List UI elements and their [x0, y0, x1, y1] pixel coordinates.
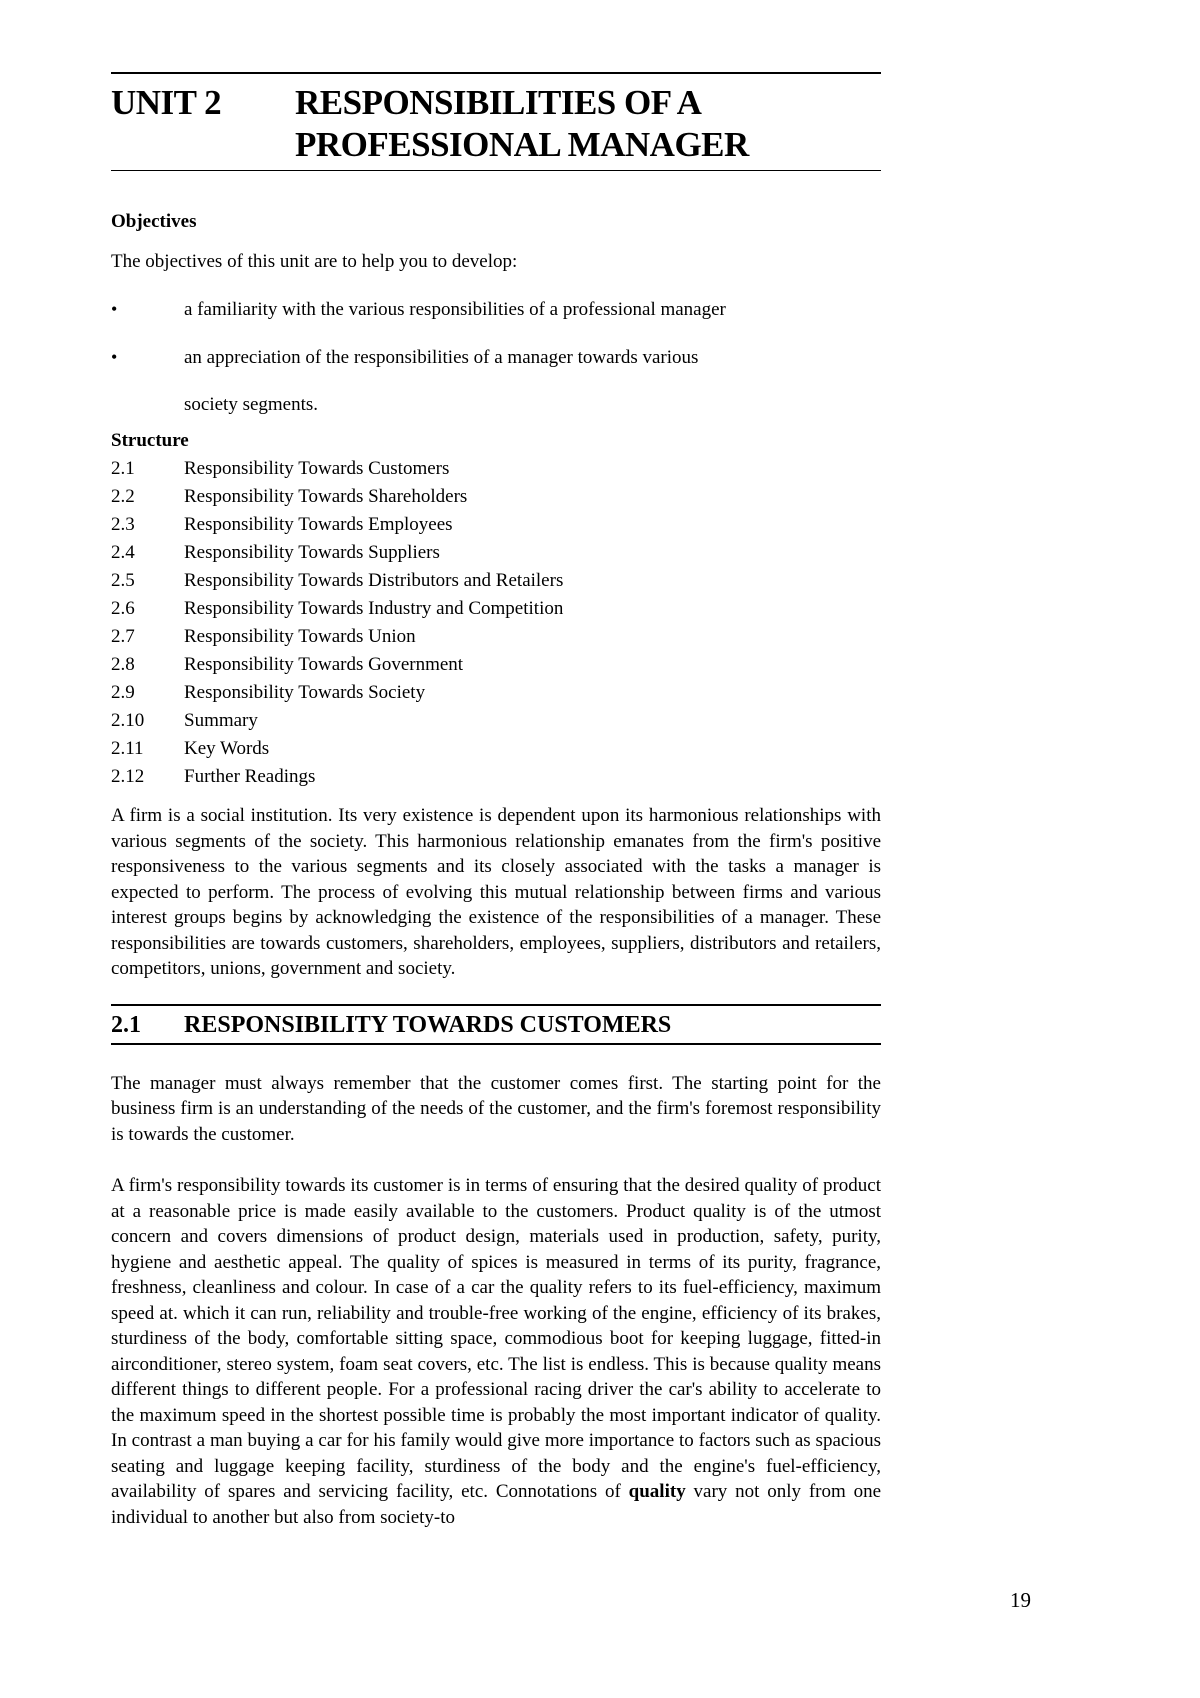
structure-item — [111, 735, 881, 763]
section-title: RESPONSIBILITY TOWARDS CUSTOMERS — [184, 1011, 672, 1038]
structure-item-label: Responsibility Towards Shareholders — [184, 486, 468, 507]
structure-item-number: 2.3 — [111, 514, 135, 535]
unit-header — [111, 74, 881, 170]
structure-list — [111, 455, 881, 791]
unit-title-line1: RESPONSIBILITIES OF A — [295, 83, 702, 122]
structure-item-number: 2.1 — [111, 458, 135, 479]
objectives-intro: The objectives of this unit are to help you to develop: — [111, 251, 518, 272]
structure-item-label: Responsibility Towards Employees — [184, 514, 453, 535]
unit-number: UNIT 2 — [111, 83, 222, 122]
structure-item — [111, 595, 881, 623]
structure-item — [111, 483, 881, 511]
structure-item-label: Responsibility Towards Government — [184, 654, 464, 675]
customer-paragraph-1: The manager must always remember that the customer comes first. The starting point for the business firm is an understanding of the needs of the customer, and the firm's foremost responsibility is towards the customer. — [111, 1072, 881, 1145]
objective-text: an appreciation of the responsibilities of a manager towards various — [184, 347, 699, 368]
structure-item-label: Key Words — [184, 738, 270, 759]
structure-item-number: 2.6 — [111, 598, 135, 619]
structure-item — [111, 763, 881, 791]
structure-item-label: Summary — [184, 710, 258, 731]
structure-item-label: Further Readings — [184, 766, 316, 787]
structure-item — [111, 455, 881, 483]
section-heading — [111, 1006, 881, 1043]
structure-item — [111, 679, 881, 707]
structure-item-number: 2.5 — [111, 570, 135, 591]
objective-text: a familiarity with the various responsibilities of a professional manager — [184, 299, 726, 320]
objective-item — [111, 299, 881, 321]
page-number: 19 — [1010, 1588, 1031, 1612]
structure-item — [111, 511, 881, 539]
section-number: 2.1 — [111, 1011, 141, 1038]
structure-item — [111, 707, 881, 735]
customer-paragraph-2-tail: vary not only from one individual to another but also from society-to — [111, 1481, 882, 1528]
section-bottom-rule — [111, 1043, 881, 1045]
bullet-icon: • — [111, 347, 118, 367]
structure-heading: Structure — [111, 430, 189, 451]
structure-item-number: 2.8 — [111, 654, 135, 675]
structure-item — [111, 623, 881, 651]
structure-item-label: Responsibility Towards Distributors and Retailers — [184, 570, 564, 591]
unit-bottom-rule — [111, 170, 881, 171]
customer-paragraph-2-text: A firm's responsibility towards its customer is in terms of ensuring that the desired quality of product at a reasonable price is made easily available to the customers. Product quality is of the utmost concern and covers dimensions of product design, materials used in production, safety, purity, hygiene and aesthetic appeal. The quality of spices is measured in terms of its purity, fragrance, freshness, cleanliness and colour. In case of a car the quality refers to its fuel-efficiency, maximum speed at. which it can run, reliability and trouble-free working of the engine, efficiency of its brakes, sturdiness of the body, comfortable sitting space, commodious boot for keeping luggage, fitted-in airconditioner, stereo system, foam seat covers, etc. The list is endless. This is because quality means different things to different people. For a professional racing driver the car's ability to accelerate to the maximum speed in the shortest possible time is probably the most important indicator of quality. In contrast a man buying a car for his family would give more importance to factors such as spacious seating and luggage keeping facility, sturdiness of the body and the engine's fuel-efficiency, availability of spares and servicing facility, etc. Connotations of — [111, 1175, 881, 1502]
objective-item — [111, 347, 881, 369]
structure-item-number: 2.11 — [111, 738, 144, 759]
customer-paragraph-2 — [111, 1173, 881, 1530]
structure-item-label: Responsibility Towards Customers — [184, 458, 450, 479]
structure-item-number: 2.4 — [111, 542, 135, 563]
structure-item-label: Responsibility Towards Society — [184, 682, 426, 703]
unit-title-line2: PROFESSIONAL MANAGER — [295, 125, 749, 164]
structure-item-label: Responsibility Towards Union — [184, 626, 416, 647]
objectives-heading: Objectives — [111, 211, 197, 232]
structure-item-number: 2.2 — [111, 486, 135, 507]
structure-item — [111, 567, 881, 595]
quality-emphasis: quality — [628, 1481, 686, 1502]
structure-item-label: Responsibility Towards Suppliers — [184, 542, 440, 563]
intro-paragraph: A firm is a social institution. Its very existence is dependent upon its harmonious relationships with various segments of the society. This harmonious relationship emanates from the firm's positive responsiveness to the various segments and its closely associated with the tasks a manager is expected to perform. The process of evolving this mutual relationship between firms and various interest groups begins by acknowledging the existence of the responsibilities of a manager. These responsibilities are towards customers, shareholders, employees, suppliers, distributors and retailers, competitors, unions, government and society. — [111, 805, 881, 979]
structure-item-label: Responsibility Towards Industry and Competition — [184, 598, 564, 619]
structure-item — [111, 651, 881, 679]
structure-item-number: 2.12 — [111, 766, 145, 787]
document-page — [111, 72, 881, 1530]
structure-item-number: 2.10 — [111, 710, 145, 731]
objective-text-continuation: society segments. — [184, 394, 319, 415]
unit-title — [295, 82, 749, 166]
structure-item-number: 2.9 — [111, 682, 135, 703]
structure-item — [111, 539, 881, 567]
bullet-icon: • — [111, 299, 118, 319]
structure-item-number: 2.7 — [111, 626, 135, 647]
